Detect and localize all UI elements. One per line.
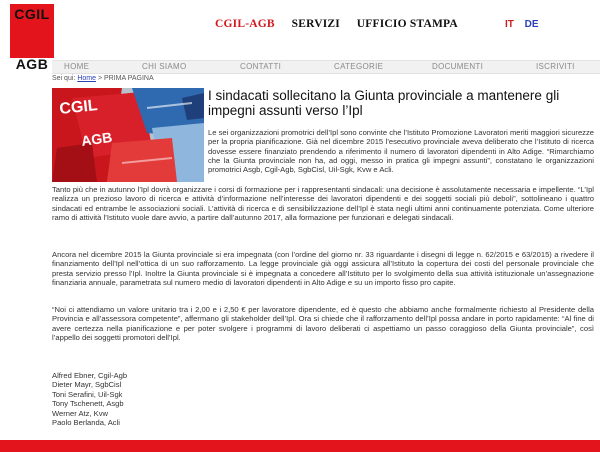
cgil-agb-logo[interactable] xyxy=(10,4,54,70)
breadcrumb xyxy=(52,75,154,82)
logo-text-top: CGIL xyxy=(14,6,50,22)
breadcrumb-home-link[interactable]: Home xyxy=(77,75,96,82)
topnav-servizi-link[interactable]: SERVIZI xyxy=(291,18,340,30)
nav-chi-siamo[interactable]: CHI SIAMO xyxy=(142,62,187,71)
nav-documenti[interactable]: DOCUMENTI xyxy=(432,62,484,71)
signature-line: Alfred Ebner, Cgil-Agb xyxy=(52,371,128,380)
main-navigation xyxy=(52,60,600,74)
svg-text:AGB: AGB xyxy=(80,128,114,149)
lang-de-link[interactable]: DE xyxy=(524,19,539,30)
signature-line: Paolo Berlanda, Acli xyxy=(52,418,120,428)
topnav-brand-link[interactable]: CGIL-AGB xyxy=(215,18,275,30)
nav-contatti[interactable]: CONTATTI xyxy=(240,62,282,71)
nav-iscriviti[interactable]: ISCRIVITI xyxy=(536,62,575,71)
nav-categorie[interactable]: CATEGORIE xyxy=(334,62,384,71)
lang-it-link[interactable]: IT xyxy=(505,19,514,30)
signature-line: Werner Atz, Kvw xyxy=(52,408,108,418)
svg-text:CGIL: CGIL xyxy=(58,97,99,118)
breadcrumb-prefix: Sei qui: xyxy=(52,75,76,82)
footer-red-bar xyxy=(0,440,600,452)
language-switcher xyxy=(505,19,547,30)
breadcrumb-separator: > xyxy=(97,75,103,82)
article-paragraph-4: “Noi ci attendiamo un valore unitario tra i 2,00 e i 2,50 € per lavoratore dipendente, ed è questo che abbiamo anche formalmente richiesto al Presidente della Provincia e all’assessora competente”, affermano gli stakeholder dell’Ipl. Ora si chiede che il rafforzamento dell’Ipl possa andare in porto rapidamente: “Al fine di avere certezza nella pianificazione e per poter svolgere i programmi di lavoro deliberati ci aspettiamo un passo coraggioso della Giunta provinciale”, così l’appello dei soggetti promotori dell’Ipl. xyxy=(52,305,594,342)
topnav-ufficio-stampa-link[interactable]: UFFICIO STAMPA xyxy=(356,18,458,30)
breadcrumb-current: PRIMA PAGINA xyxy=(104,75,154,82)
article-paragraph-1: Le sei organizzazioni promotrici dell’Ipl sono convinte che l’Istituto Promozione Lavoratori meriti maggiori sicurezze per la propria pianificazione. Già nel dicembre 2015 l’esecutivo provinciale aveva deliberato che l’Istituto di ricerca dovesse essere finanziato prendendo a riferimento il numero di lavoratori dipendenti in Alto Adige. “Rimarchiamo che la Giunta provinciale non ha, ad oggi, messo in pratica gli impegni assunti”, constatano le organizzazioni promotrici Asgb, Cgil-Agb, SgbCisl, Uil-Sgk, Kvw e Acli. xyxy=(208,128,594,175)
signature-line: Dieter Mayr, SgbCisl xyxy=(52,380,122,390)
logo-text-bottom: AGB xyxy=(15,56,49,72)
article-paragraph-3: Ancora nel dicembre 2015 la Giunta provinciale si era impegnata (con l’ordine del giorno nr. 33 riguardante i disegni di legge n. 62/2015 e 63/2015) a rivedere il finanziamento dell’Ipl nell’ottica di un suo rafforzamento. La legge provinciale già oggi assicura all’Istituto la copertura dei costi del personale provinciale che presta servizio presso l’Ipl. Inoltre la Giunta provinciale si è impegnata a concedere all’Istituto per lo svolgimento della sua attività istituzionale un’assegnazione finanziaria annuale, parametrata sul numero medio di lavoratori dipendenti in Alto Adige e su un importo fisso pro capite. xyxy=(52,250,594,287)
article-title: I sindacati sollecitano la Giunta provinciale a mantenere gli impegni assunti verso l’Ipl xyxy=(208,88,560,118)
signature-line: Toni Serafini, Uil-Sgk xyxy=(52,389,123,399)
nav-home[interactable]: HOME xyxy=(64,62,90,71)
article-signatures xyxy=(52,371,127,427)
article-paragraph-2: Tanto più che in autunno l’Ipl dovrà organizzare i corsi di formazione per i rappresentanti sindacali: una decisione è assolutamente necessaria e impellente. “L’Ipl realizza un prezioso lavoro di ricerca e attività d’informazione nell’interesse dei lavoratori dipendenti e dei soggetti sociali più deboli”, sottolineano i quattro sindacati ed entrambe le associazioni sociali. L’attività di ricerca e di sensibilizzazione dell’Ipl è stata negli ultimi anni continuamente potenziata. Come ulteriore ramo di attività l’Istituto vuole dare avvio, a partire dall’autunno 2017, alla formazione per funzionari e delegati sindacali. xyxy=(52,185,594,222)
signature-line: Tony Tschenett, Asgb xyxy=(52,399,124,409)
article-photo xyxy=(52,88,204,182)
top-navigation xyxy=(215,18,472,30)
